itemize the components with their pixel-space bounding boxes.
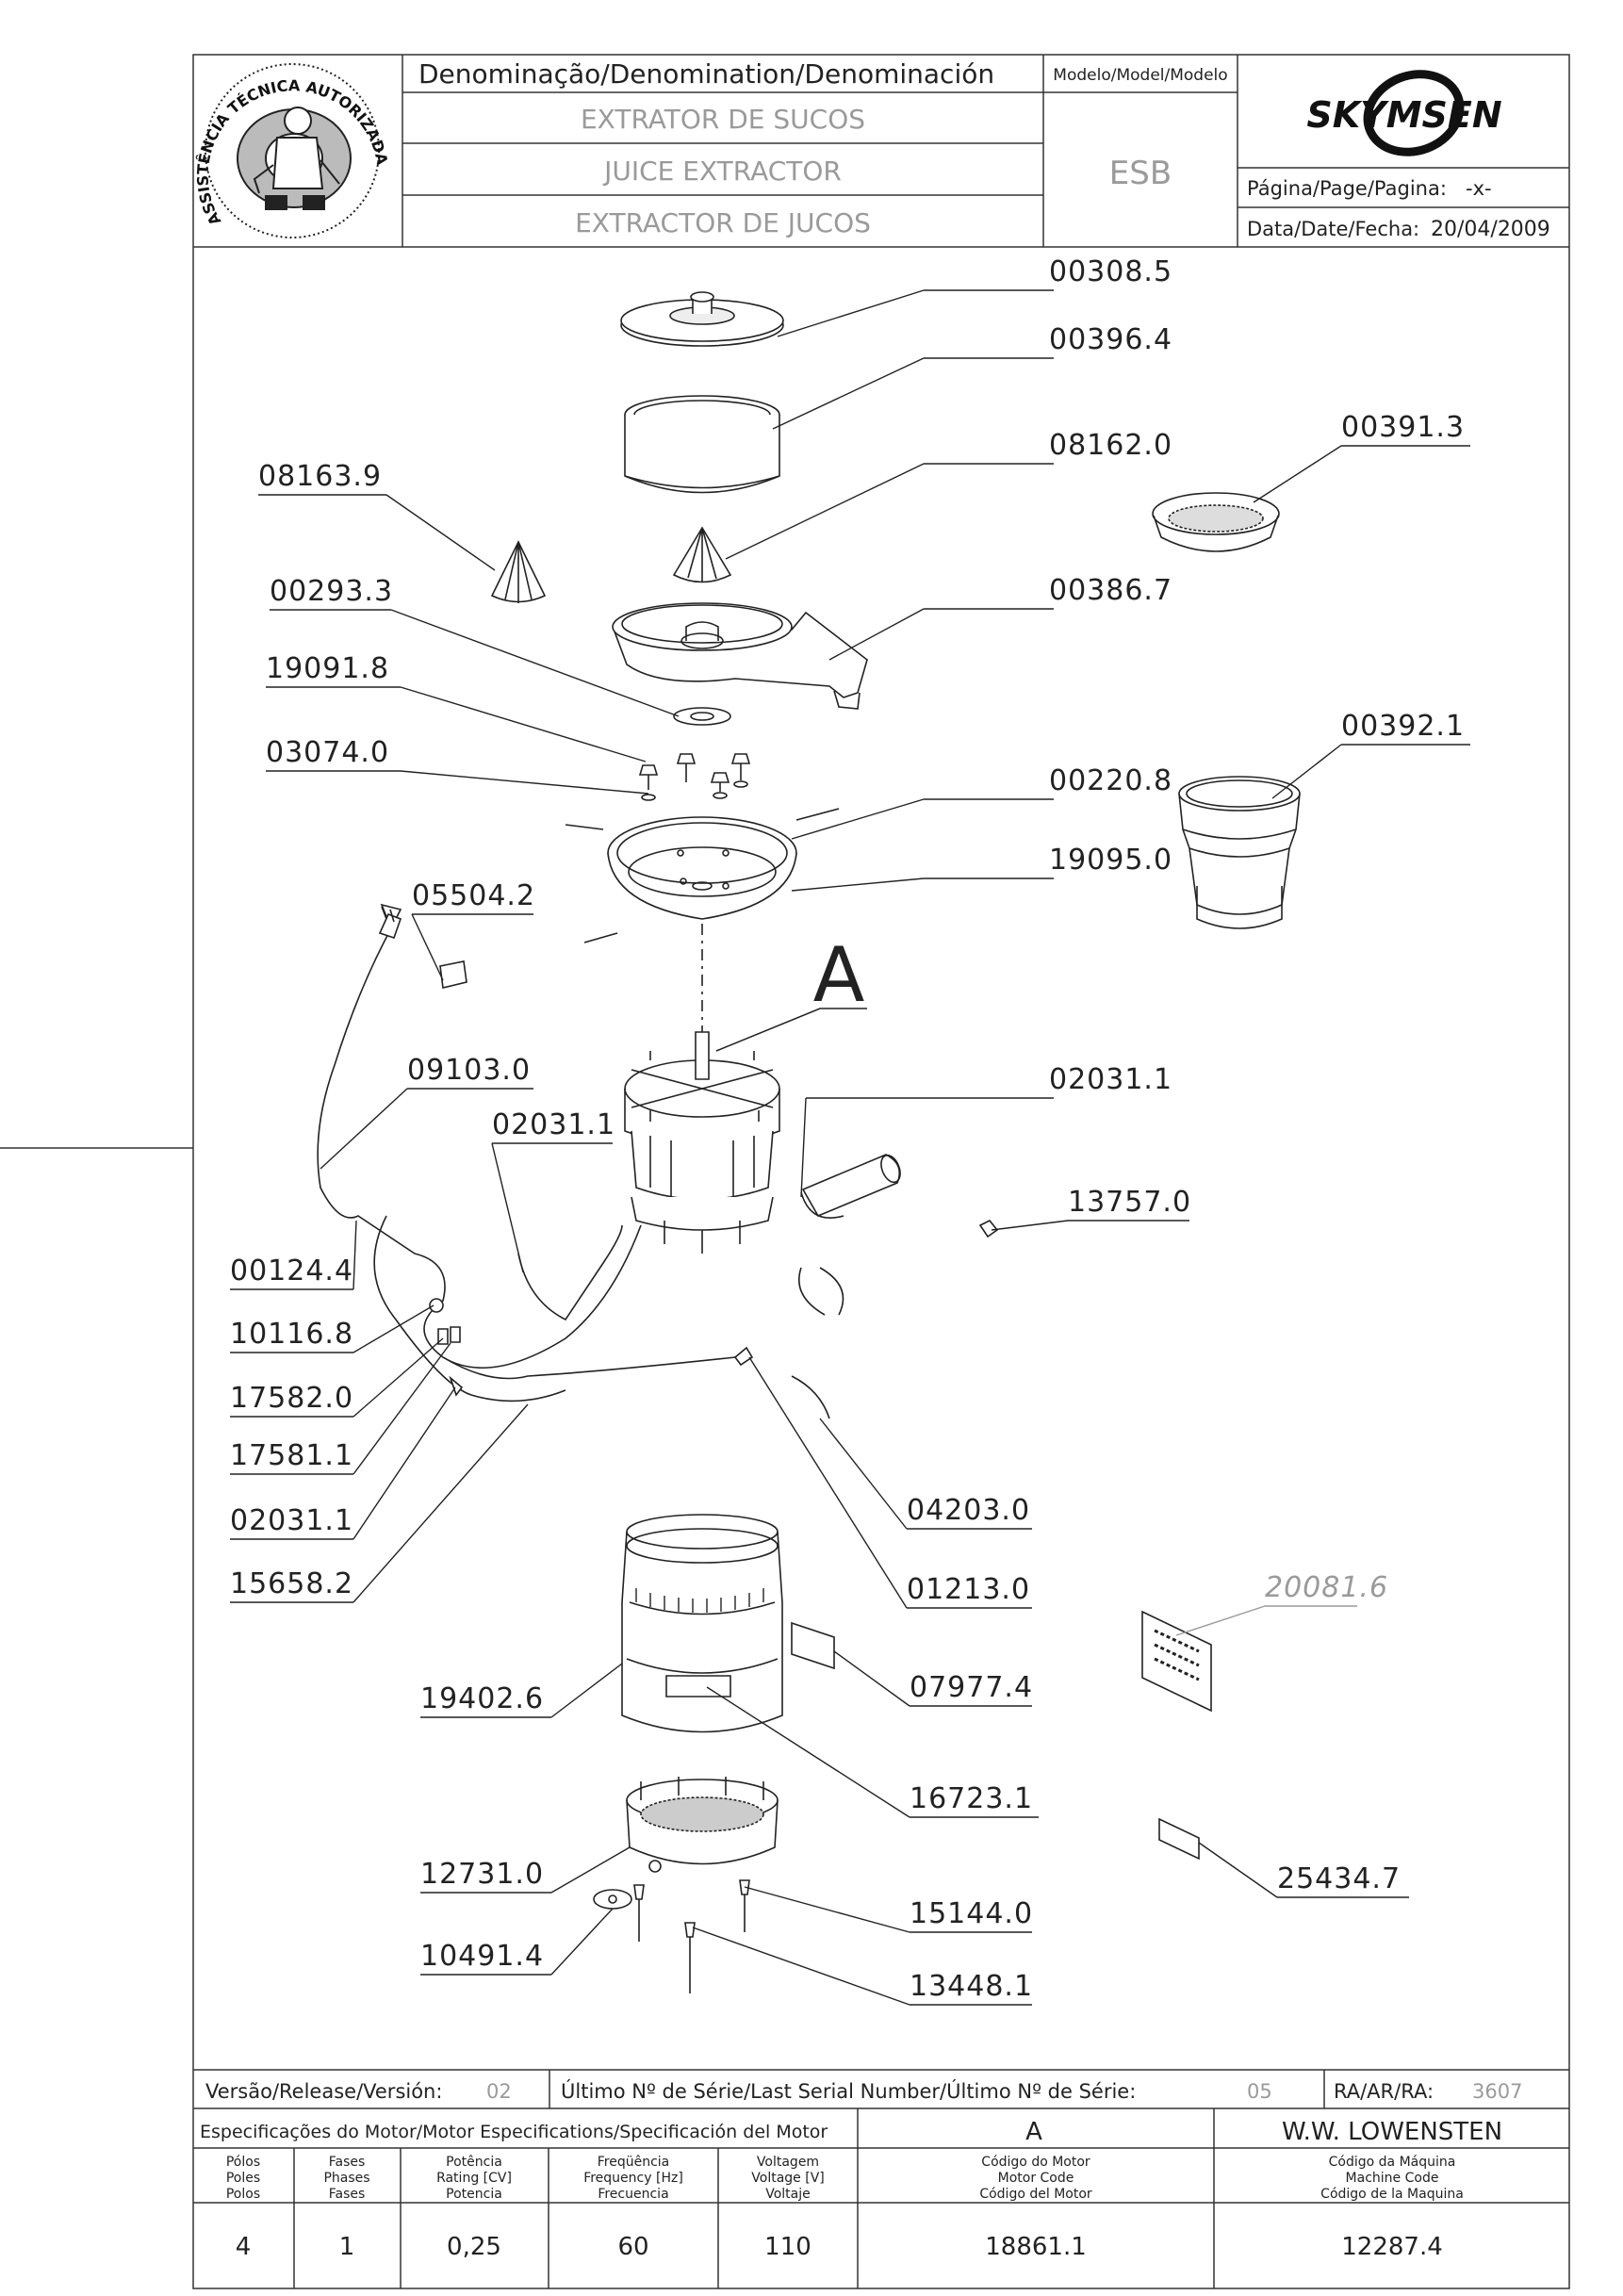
part-number-label: 25434.7 — [1277, 1862, 1402, 1895]
version-label: Versão/Release/Versión: — [205, 2080, 443, 2103]
leader-line — [693, 1927, 910, 2005]
strainer-basket — [1153, 493, 1279, 551]
part-number-label: 19095.0 — [1049, 844, 1173, 877]
leader-line — [801, 1098, 806, 1197]
leader-line — [412, 914, 443, 980]
part-number-label: 17581.1 — [230, 1439, 354, 1472]
leader-line — [492, 1143, 523, 1272]
ra-label: RA/AR/RA: — [1334, 2080, 1434, 2103]
part-number-label: 20081.6 — [1265, 1571, 1389, 1604]
date-value: 20/04/2009 — [1431, 218, 1550, 241]
spec-column-label: Frecuencia — [598, 2187, 669, 2202]
part-number-label: 08162.0 — [1049, 429, 1173, 462]
spec-column-label: Código do Motor — [981, 2155, 1090, 2170]
capacitor — [803, 1153, 904, 1216]
spec-column-label: Rating [CV] — [436, 2171, 512, 2186]
motor-spec-letter: A — [1025, 2118, 1042, 2146]
detail-a-callout — [716, 931, 867, 1051]
part-number-label: 13448.1 — [910, 1970, 1034, 2003]
leader-line — [1199, 1843, 1277, 1897]
spec-column-label: Fases — [328, 2187, 366, 2202]
leader-line — [1176, 1606, 1265, 1635]
leader-line — [353, 1338, 443, 1417]
leader-line — [551, 1847, 630, 1893]
spec-column-label: Código da Máquina — [1328, 2155, 1456, 2170]
spec-column-value: 12287.4 — [1341, 2233, 1443, 2261]
small-nut — [980, 1221, 997, 1237]
sheet-border — [0, 55, 1569, 2288]
part-number-label: 10491.4 — [420, 1940, 545, 1973]
small-sticker — [1159, 1819, 1199, 1859]
part-number-label: 00391.3 — [1341, 411, 1466, 444]
spec-column-value: 110 — [764, 2233, 812, 2261]
housing — [622, 1515, 782, 1732]
part-number-label: 00392.1 — [1341, 710, 1466, 743]
spec-column-label: Machine Code — [1345, 2171, 1439, 2186]
seal-text: ASSISTÊNCIA TÉCNICA AUTORIZADA — [193, 76, 392, 229]
leader-line — [320, 1089, 407, 1169]
part-number-label: 13757.0 — [1068, 1186, 1192, 1219]
part-number-label: 08163.9 — [258, 460, 383, 493]
leader-line — [401, 687, 646, 762]
part-number-label: 10116.8 — [230, 1318, 354, 1351]
leader-line — [745, 1887, 910, 1932]
part-number-label: 19402.6 — [420, 1682, 545, 1715]
motor-spec-label: Especificações do Motor/Motor Especifications/Specificación del Motor — [200, 2122, 828, 2142]
part-number-label: 09103.0 — [407, 1054, 532, 1087]
part-number-label: 17582.0 — [230, 1382, 354, 1415]
spec-column-value: 60 — [617, 2233, 649, 2261]
leader-line — [834, 1651, 910, 1706]
juice-cup — [1179, 777, 1300, 928]
spec-column-label: Pólos — [225, 2155, 261, 2170]
part-number-label: 02031.1 — [1049, 1063, 1173, 1096]
part-number-label: 00386.7 — [1049, 574, 1173, 607]
part-number-label: 07977.4 — [910, 1671, 1034, 1704]
leader-line — [820, 1419, 907, 1529]
part-number-label: 15658.2 — [230, 1567, 354, 1600]
base-grille — [627, 1777, 778, 1872]
spec-column-label: Código del Motor — [979, 2187, 1092, 2202]
spec-column-value: 18861.1 — [985, 2233, 1087, 2261]
name-es: EXTRACTOR DE JUCOS — [575, 207, 871, 238]
serial-label: Último Nº de Série/Last Serial Number/Último Nº de Série: — [561, 2080, 1137, 2103]
screws-group — [640, 754, 749, 800]
page-label: Página/Page/Pagina: — [1247, 177, 1447, 200]
part-number-label: 01213.0 — [907, 1573, 1031, 1606]
leader-line — [353, 1387, 455, 1539]
denomination-label: Denominação/Denomination/Denominación — [418, 58, 995, 90]
leader-line — [749, 1357, 907, 1608]
part-number-label: 15144.0 — [910, 1897, 1034, 1930]
part-number-label: 04203.0 — [907, 1494, 1031, 1527]
manufacturer: W.W. LOWENSTEN — [1281, 2118, 1503, 2146]
part-number-label: 05504.2 — [412, 879, 536, 912]
cup-ring — [625, 396, 779, 493]
part-number-label: 00293.3 — [270, 575, 394, 608]
ra-value: 3607 — [1472, 2080, 1523, 2103]
leader-line — [353, 1343, 451, 1474]
leader-line — [773, 358, 924, 429]
part-number-label: 16723.1 — [910, 1782, 1034, 1815]
spec-column-label: Polos — [225, 2187, 261, 2202]
leader-line — [401, 771, 648, 794]
spec-column-label: Fases — [328, 2155, 366, 2170]
reamer-large — [674, 528, 730, 582]
spec-column-value: 1 — [338, 2233, 355, 2261]
feet — [594, 1880, 749, 1993]
part-number-label: 00124.4 — [230, 1255, 354, 1287]
part-number-label: 02031.1 — [230, 1504, 354, 1537]
part-number-label: 00220.8 — [1049, 764, 1173, 797]
rubber-washer — [674, 708, 730, 725]
power-plug — [380, 907, 467, 988]
part-number-label: 00396.4 — [1049, 323, 1173, 356]
reamer-small — [492, 542, 545, 603]
part-number-label: 12731.0 — [420, 1858, 545, 1891]
leader-line — [551, 1664, 622, 1717]
brand-logo — [1306, 61, 1501, 164]
leader-line — [353, 1221, 356, 1289]
detail-letter: A — [812, 931, 865, 1019]
part-number-label: 03074.0 — [266, 736, 390, 769]
label-sticker — [792, 1623, 834, 1668]
spec-column-label: Potencia — [446, 2187, 502, 2202]
spec-column-label: Voltagem — [756, 2155, 820, 2170]
part-number-label: 00308.5 — [1049, 255, 1173, 288]
name-pt: EXTRATOR DE SUCOS — [580, 104, 866, 135]
serial-value: 05 — [1247, 2080, 1272, 2103]
spec-column-value: 4 — [235, 2233, 252, 2261]
leader-line — [353, 1404, 528, 1602]
leader-line — [792, 878, 924, 891]
juice-bowl-spout — [613, 603, 867, 709]
name-en: JUICE EXTRACTOR — [604, 156, 842, 187]
model-value: ESB — [1108, 155, 1172, 192]
leader-line — [992, 1221, 1068, 1230]
leader-line — [778, 290, 924, 336]
brand-name: SKYMSEN — [1306, 94, 1502, 136]
page-value: -x- — [1466, 177, 1492, 200]
spec-column-label: Motor Code — [997, 2171, 1074, 2186]
spec-column-label: Voltage [V] — [751, 2171, 825, 2186]
base-bowl — [566, 809, 839, 943]
part-number-label: 19091.8 — [266, 652, 390, 685]
motor — [625, 1032, 779, 1254]
lid — [621, 292, 783, 346]
leader-line — [1272, 745, 1341, 798]
model-label: Modelo/Model/Modelo — [1053, 66, 1228, 85]
spec-column-label: Poles — [225, 2171, 261, 2186]
part-number-label: 02031.1 — [492, 1108, 616, 1141]
spec-column-label: Freqüência — [597, 2155, 670, 2170]
spec-column-label: Frequency [Hz] — [583, 2171, 683, 2186]
date-label: Data/Date/Fecha: — [1247, 218, 1420, 240]
spec-column-label: Phases — [323, 2171, 370, 2186]
leader-line — [792, 799, 924, 839]
version-value: 02 — [486, 2080, 512, 2103]
leader-line — [353, 1305, 434, 1353]
leader-line — [386, 495, 495, 570]
spec-column-label: Código de la Maquina — [1320, 2187, 1464, 2202]
leader-line — [1254, 446, 1341, 502]
spec-column-label: Voltaje — [765, 2187, 811, 2202]
clips — [792, 1268, 844, 1419]
leader-line — [829, 609, 924, 660]
authorized-service-seal — [194, 64, 392, 238]
spec-column-value: 0,25 — [447, 2233, 501, 2261]
leader-line — [551, 1909, 613, 1975]
spec-column-label: Potência — [446, 2155, 502, 2170]
